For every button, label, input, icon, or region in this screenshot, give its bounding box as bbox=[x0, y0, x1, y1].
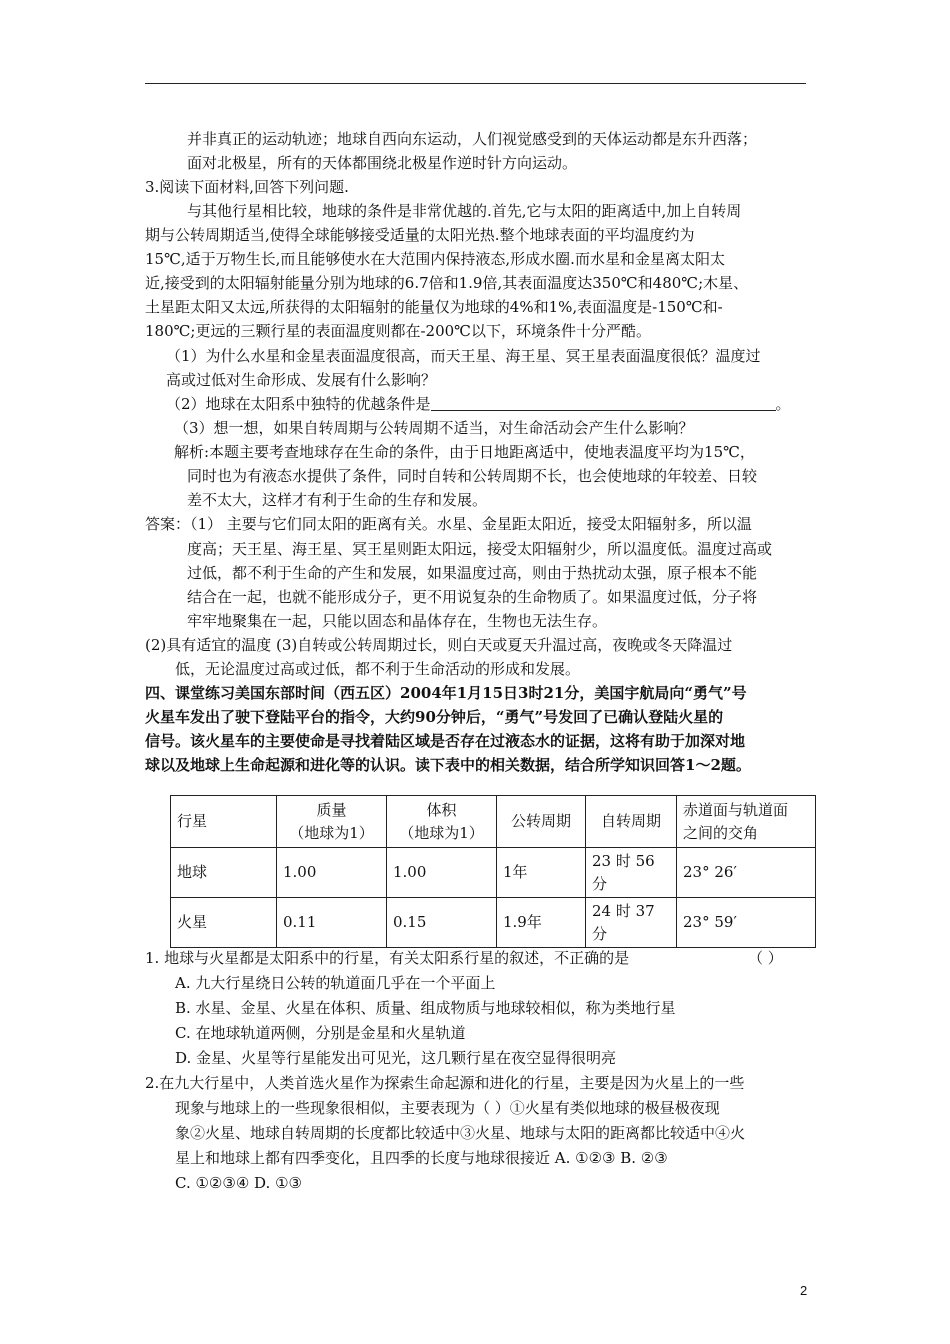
table-header-cell: 体积 （地球为1） bbox=[387, 796, 497, 848]
section-4-line: 四、课堂练习美国东部时间（西五区）2004年1月15日3时21分，美国宇航局向“勇气”号 bbox=[145, 684, 747, 702]
option-a: A. 九大行星绕日公转的轨道面几乎在一个平面上 bbox=[175, 974, 496, 992]
text-line: 高或过低对生命形成、发展有什么影响？ bbox=[166, 371, 437, 389]
answer-line: 答案：（1） 主要与它们同太阳的距离有关。水星、金星距太阳近，接受太阳辐射多，所以温 bbox=[145, 515, 752, 533]
table-cell: 1年 bbox=[497, 848, 586, 898]
table-row bbox=[171, 898, 816, 948]
table-cell: 23 时 56 分 bbox=[586, 848, 677, 898]
text-line: 象②火星、地球自转周期的长度都比较适中③火星、地球与太阳的距离都比较适中④火 bbox=[175, 1124, 746, 1142]
question-3-heading: 3.阅读下面材料,回答下列问题. bbox=[145, 178, 349, 196]
text-line: 星上和地球上都有四季变化，且四季的长度与地球很接近 A. ①②③ B. ②③ bbox=[175, 1149, 668, 1167]
question-1: 1. 地球与火星都是太阳系中的行星，有关太阳系行星的叙述，不正确的是 bbox=[145, 949, 630, 967]
sub-question-2-text: （2）地球在太阳系中独特的优越条件是 bbox=[166, 395, 431, 413]
text-line: 并非真正的运动轨迹；地球自西向东运动，人们视觉感受到的天体运动都是东升西落； bbox=[187, 130, 758, 148]
planet-data-table bbox=[170, 795, 816, 948]
option-b: B. 水星、金星、火星在体积、质量、组成物质与地球较相似，称为类地行星 bbox=[175, 999, 676, 1017]
section-4-line: 火星车发出了驶下登陆平台的指令，大约90分钟后，“勇气”号发回了已确认登陆火星的 bbox=[145, 708, 724, 726]
text-line: C. ①②③④ D. ①③ bbox=[175, 1174, 302, 1192]
text-line: 近,接受到的太阳辐射能量分别为地球的6.7倍和1.9倍,其表面温度达350℃和480℃;木星、 bbox=[145, 274, 749, 292]
header-rule bbox=[145, 83, 806, 84]
answer-blank bbox=[431, 393, 776, 411]
text-line: 与其他行星相比较，地球的条件是非常优越的.首先,它与太阳的距离适中,加上自转周 bbox=[187, 202, 742, 220]
table-cell: 1.00 bbox=[277, 848, 387, 898]
table-header-cell: 赤道面与轨道面 之间的交角 bbox=[677, 796, 816, 848]
table-cell: 24 时 37 分 bbox=[586, 898, 677, 948]
text-line: 差不太大，这样才有利于生命的生存和发展。 bbox=[187, 491, 488, 509]
table-cell: 火星 bbox=[171, 898, 277, 948]
table-cell: 1.00 bbox=[387, 848, 497, 898]
question-1-bracket: （ ） bbox=[748, 949, 783, 967]
table-header-cell: 质量 （地球为1） bbox=[277, 796, 387, 848]
table-cell: 1.9年 bbox=[497, 898, 586, 948]
table-header-cell: 自转周期 bbox=[586, 796, 677, 848]
text-line: 现象与地球上的一些现象很相似，主要表现为（ ）①火星有类似地球的极昼极夜现 bbox=[175, 1099, 720, 1117]
option-d: D. 金星、火星等行星能发出可见光，这几颗行星在夜空显得很明亮 bbox=[175, 1049, 617, 1067]
table-cell: 地球 bbox=[171, 848, 277, 898]
table-cell: 0.11 bbox=[277, 898, 387, 948]
text-line: 过低，都不利于生命的产生和发展，如果温度过高，则由于热扰动太强，原子根本不能 bbox=[187, 564, 758, 582]
text-line: 180℃;更远的三颗行星的表面温度则都在-200℃以下，环境条件十分严酷。 bbox=[145, 322, 651, 340]
period: 。 bbox=[775, 395, 791, 413]
sub-question-3: （3）想一想，如果自转周期与公转周期不适当，对生命活动会产生什么影响？ bbox=[174, 419, 694, 437]
sub-question-2 bbox=[166, 392, 791, 416]
text-line: 结合在一起，也就不能形成分子，更不用说复杂的生命物质了。如果温度过低，分子将 bbox=[187, 588, 758, 606]
text-line: 低，无论温度过高或过低，都不利于生命活动的形成和发展。 bbox=[175, 660, 581, 678]
section-4-line: 信号。该火星车的主要使命是寻找着陆区域是否存在过液态水的证据，这将有助于加深对地 bbox=[145, 732, 746, 750]
table-cell: 23° 59′ bbox=[677, 898, 816, 948]
option-c: C. 在地球轨道两侧，分别是金星和火星轨道 bbox=[175, 1024, 466, 1042]
text-line: 同时也为有液态水提供了条件，同时自转和公转周期不长，也会使地球的年较差、日较 bbox=[187, 467, 758, 485]
text-line: 15℃,适于万物生长,而且能够使水在大范围内保持液态,形成水圈.而水星和金星离太阳太 bbox=[145, 250, 725, 268]
text-line: 面对北极星，所有的天体都围绕北极星作逆时针方向运动。 bbox=[187, 154, 578, 172]
text-line: 度高；天王星、海王星、冥王星则距太阳远，接受太阳辐射少，所以温度低。温度过高或 bbox=[187, 540, 773, 558]
question-2: 2.在九大行星中，人类首选火星作为探索生命起源和进化的行星，主要是因为火星上的一些 bbox=[145, 1074, 745, 1092]
page-number: 2 bbox=[800, 1283, 808, 1298]
table-header-cell: 公转周期 bbox=[497, 796, 586, 848]
table-cell: 0.15 bbox=[387, 898, 497, 948]
text-line: 土星距太阳又太远,所获得的太阳辐射的能量仅为地球的4%和1%,表面温度是-150℃和- bbox=[145, 298, 723, 316]
answer-line-2: (2)具有适宜的温度 (3)自转或公转周期过长，则白天或夏天升温过高，夜晚或冬天降温过 bbox=[145, 636, 733, 654]
sub-question-1: （1）为什么水星和金星表面温度很高，而天王星、海王星、冥王星表面温度很低？温度过 bbox=[166, 347, 761, 365]
analysis-line: 解析:本题主要考查地球存在生命的条件，由于日地距离适中，使地表温度平均为15℃， bbox=[174, 443, 755, 461]
table-row bbox=[171, 848, 816, 898]
table-cell: 23° 26′ bbox=[677, 848, 816, 898]
text-line: 牢牢地聚集在一起，只能以固态和晶体存在，生物也无法生存。 bbox=[187, 612, 608, 630]
section-4-line: 球以及地球上生命起源和进化等的认识。读下表中的相关数据，结合所学知识回答1～2题。 bbox=[145, 756, 751, 774]
text-line: 期与公转周期适当,使得全球能够接受适量的太阳光热.整个地球表面的平均温度约为 bbox=[145, 226, 695, 244]
table-header-row bbox=[171, 796, 816, 848]
table-header-cell: 行星 bbox=[171, 796, 277, 848]
